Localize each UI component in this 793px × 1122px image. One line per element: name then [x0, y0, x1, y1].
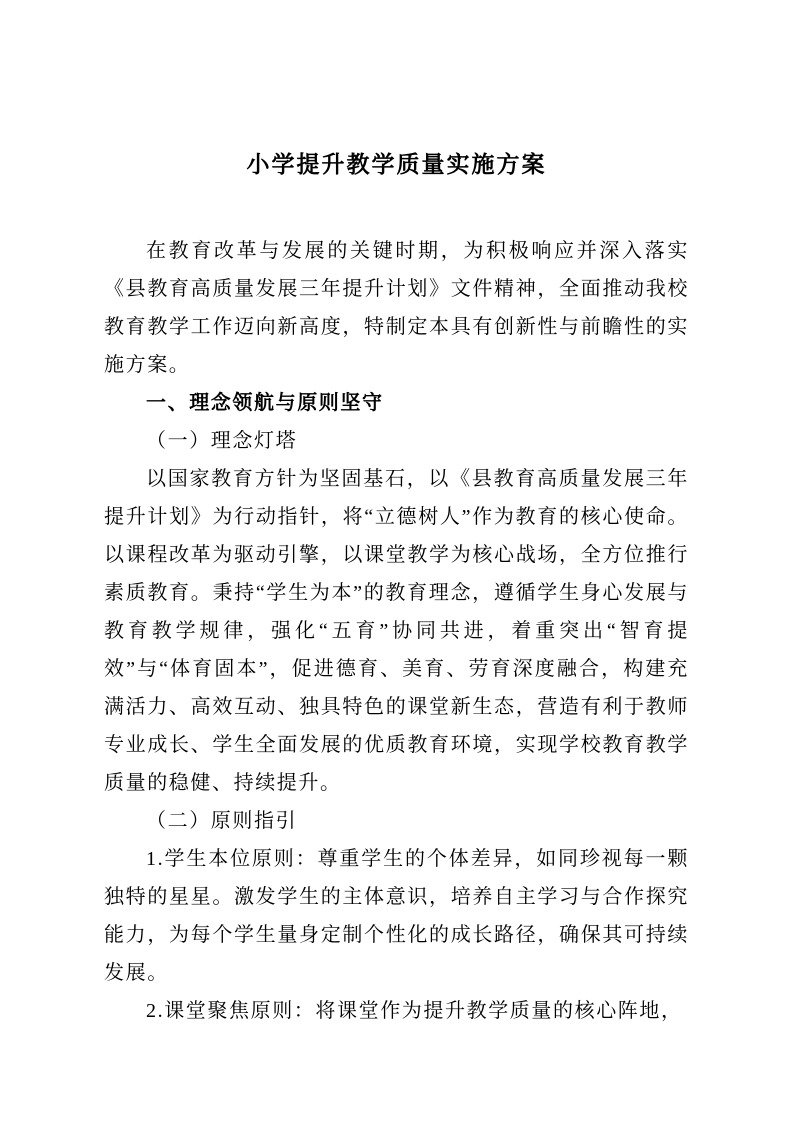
document-title: 小学提升教学质量实施方案	[246, 152, 547, 177]
sub-heading: （二）原则指引	[146, 810, 298, 832]
paragraph: 1.学生本位原则：尊重学生的个体差异，如同珍视每一颗独特的星星。激发学生的主体意识，培养自主学习与合作探究能力，为每个学生量身定制个性化的成长路径，确保其可持续发展。	[104, 848, 689, 984]
section-heading: 一、理念领航与原则坚守	[146, 392, 384, 414]
paragraph: 以国家教育方针为坚固基石，以《县教育高质量发展三年提升计划》为行动指针，将“立德树人”作为教育的核心使命。以课程改革为驱动引擎，以课堂教学为核心战场，全方位推行素质教育。秉持“学生为本”的教育理念，遵循学生身心发展与教育教学规律，强化“五育”协同共进，着重突出“智育提效”与“体育固本”，促进德育、美育、劳育深度融合，构建充满活力、高效互动、独具特色的课堂新生态，营造有利于教师专业成长、学生全面发展的优质教育环境，实现学校教育教学质量的稳健、持续提升。	[104, 468, 689, 794]
sub-heading: （一）理念灯塔	[146, 430, 298, 452]
paragraph: 2.课堂聚焦原则：将课堂作为提升教学质量的核心阵地，	[146, 1000, 683, 1022]
document-body	[104, 232, 689, 1030]
paragraph: 在教育改革与发展的关键时期，为积极响应并深入落实《县教育高质量发展三年提升计划》文件精神，全面推动我校教育教学工作迈向新高度，特制定本具有创新性与前瞻性的实施方案。	[104, 240, 689, 376]
